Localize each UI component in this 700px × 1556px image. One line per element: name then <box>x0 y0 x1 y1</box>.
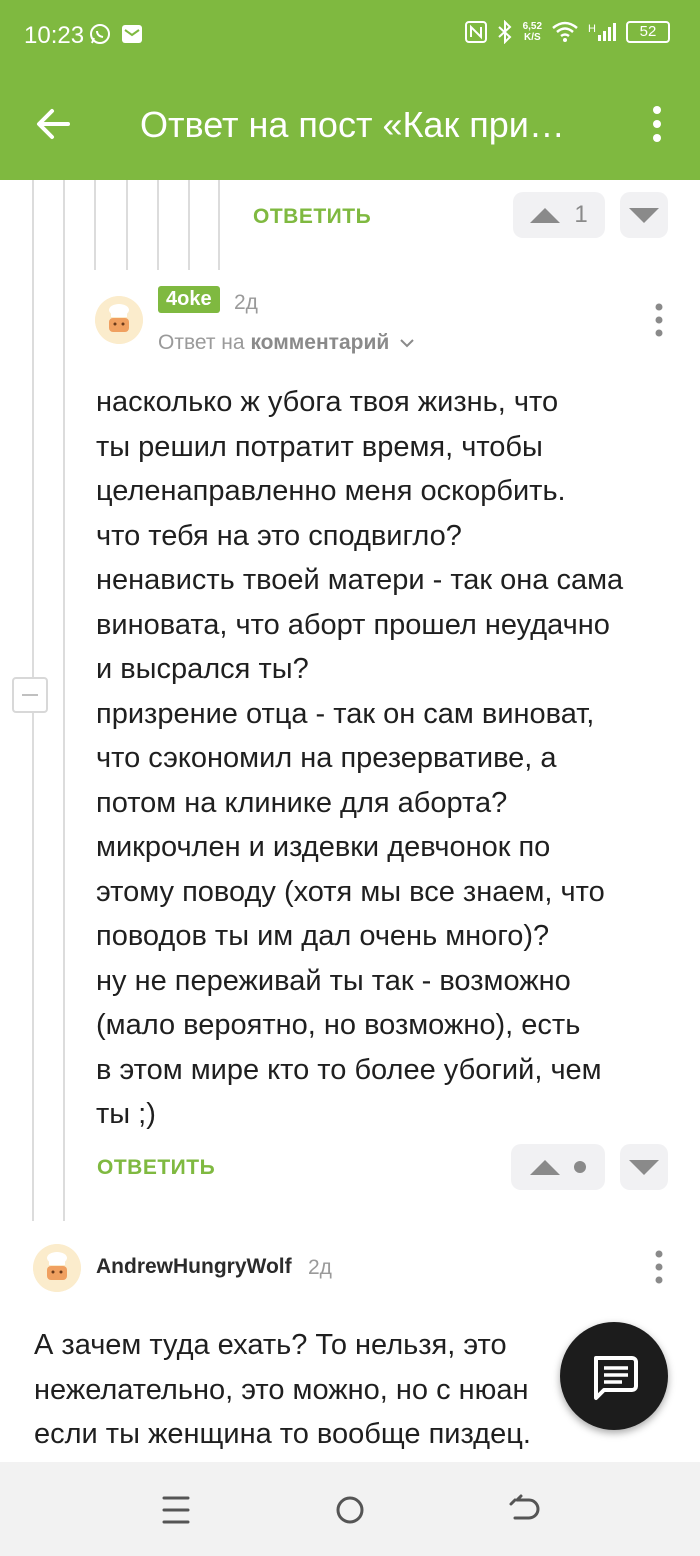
battery-indicator: 52 <box>626 21 670 43</box>
downvote-button[interactable] <box>620 192 668 238</box>
whatsapp-icon <box>88 22 112 46</box>
vote-dot <box>574 1161 586 1173</box>
toolbar <box>0 72 700 180</box>
write-comment-button[interactable] <box>560 1322 668 1430</box>
thread-line <box>188 180 190 270</box>
reply-button[interactable]: ОТВЕТИТЬ <box>253 205 372 228</box>
menu-icon[interactable] <box>156 1490 196 1530</box>
chef-avatar-icon <box>33 1244 81 1292</box>
page-title: Ответ на пост «Как при… <box>140 104 565 145</box>
network-speed: 6,52 K/S <box>522 21 543 43</box>
thread-line <box>32 180 34 677</box>
thread-line <box>32 713 34 1221</box>
upvote-button[interactable] <box>513 192 605 238</box>
chevron-down-icon <box>399 337 415 349</box>
downvote-button[interactable] <box>620 1144 668 1190</box>
wifi-icon <box>552 21 578 43</box>
system-nav-bar <box>0 1462 700 1556</box>
status-bar <box>0 0 700 72</box>
status-time: 10:23 <box>24 22 85 49</box>
nfc-icon <box>465 21 487 43</box>
mail-icon <box>120 22 144 46</box>
chef-avatar-icon <box>95 296 143 344</box>
comment-body: А зачем туда ехать? То нельзя, это нежелательно, это можно, но с нюан если ты женщина то вообще пиздец. <box>34 1329 531 1450</box>
back-icon[interactable] <box>505 1490 545 1530</box>
thread-line <box>94 180 96 270</box>
arrow-down-icon <box>629 1160 659 1175</box>
back-arrow-icon[interactable] <box>32 102 76 146</box>
username-badge[interactable]: 4oke <box>158 286 220 313</box>
cell-signal-icon: H <box>588 23 616 41</box>
avatar[interactable] <box>33 1244 81 1292</box>
thread-line <box>63 180 65 1221</box>
comment-icon <box>560 1322 668 1430</box>
collapse-thread-button[interactable] <box>12 677 48 713</box>
upvote-button[interactable] <box>511 1144 605 1190</box>
comment-time: 2д <box>308 1256 332 1279</box>
comment-body: насколько ж убога твоя жизнь, что ты решил потратит время, чтобы целенаправленно меня оскорбить. что тебя на это сподвигло? ненависть твоей матери - так она сама виновата, что аборт прошел неудачно и высрался ты? призрение отца - так он сам виноват, что сэкономил на презервативе, а потом на клинике для аборта? микрочлен и издевки девчонок по этому поводу (хотя мы все знаем, что поводов ты им дал очень много)? ну не переживай ты так - возможно (мало вероятно, но возможно), есть в этом мире кто то более убогий, чем ты ;) <box>96 386 624 1130</box>
arrow-down-icon <box>629 208 659 223</box>
avatar[interactable] <box>95 296 143 344</box>
reply-to-label[interactable]: Ответ на комментарий <box>158 331 415 355</box>
username[interactable]: AndrewHungryWolf <box>96 1255 292 1278</box>
comment-time: 2д <box>234 291 258 314</box>
thread-line <box>126 180 128 270</box>
arrow-up-icon <box>530 208 560 223</box>
home-icon[interactable] <box>330 1490 370 1530</box>
vote-count: 1 <box>574 201 588 228</box>
arrow-up-icon <box>530 1160 560 1175</box>
bluetooth-icon <box>497 20 513 44</box>
more-options-icon[interactable] <box>649 302 669 338</box>
thread-line <box>218 180 220 270</box>
more-options-icon[interactable] <box>642 102 672 146</box>
thread-line <box>157 180 159 270</box>
app-header <box>0 0 700 180</box>
more-options-icon[interactable] <box>649 1249 669 1285</box>
reply-button[interactable]: ОТВЕТИТЬ <box>97 1156 216 1179</box>
